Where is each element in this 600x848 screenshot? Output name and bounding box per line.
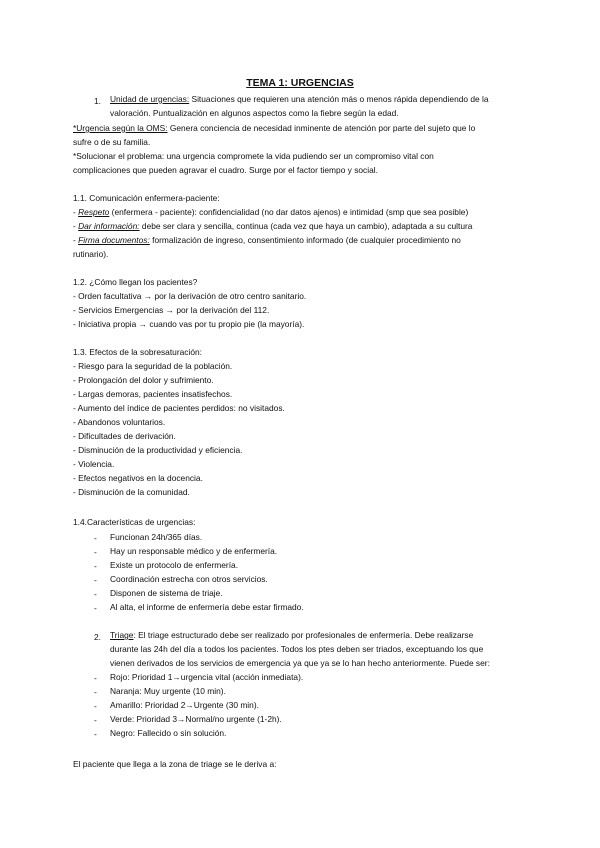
closing-line: El paciente que llega a la zona de triage se le deriva a: <box>73 759 277 769</box>
firma-line <box>73 233 461 247</box>
respeto-line <box>73 205 468 219</box>
list-item: Existe un protocolo de enfermería. <box>110 560 239 570</box>
list-item: Al alta, el informe de enfermería debe estar firmado. <box>110 602 304 612</box>
bullet-dash: - <box>94 589 97 599</box>
respeto-text: (enfermera - paciente): confidencialidad (no dar datos ajenos) e intimidad (smp que sea posible) <box>109 207 469 217</box>
dar-info-text: debe ser clara y sencilla, continua (cada vez que haya un cambio), adaptada a su cultura <box>139 221 473 231</box>
bullet-dash: - <box>94 701 97 711</box>
triage-item-amarillo: Amarillo: Prioridad 2→Urgente (30 min). <box>110 700 259 710</box>
list-item: - Riesgo para la seguridad de la población. <box>73 361 233 371</box>
bullet-dash: - <box>94 561 97 571</box>
triage-label: Triage <box>110 630 134 640</box>
dar-info-label: Dar información: <box>78 221 140 231</box>
list-item: - Orden facultativa → por la derivación de otro centro sanitario. <box>73 291 307 301</box>
list-item: Disponen de sistema de triaje. <box>110 588 223 598</box>
section-1-3-heading: 1.3. Efectos de la sobresaturación: <box>73 347 202 357</box>
list-item: - Abandonos voluntarios. <box>73 417 166 427</box>
bullet-dash: - <box>94 547 97 557</box>
section-1-text-1: Situaciones que requieren una atención más o menos rápida dependiendo de la <box>189 94 489 104</box>
page-title: TEMA 1: URGENCIAS <box>246 77 354 89</box>
section-1-2-heading: 1.2. ¿Cómo llegan los pacientes? <box>73 277 198 287</box>
list-item: - Aumento del índice de pacientes perdidos: no visitados. <box>73 403 285 413</box>
bullet-dash: - <box>94 715 97 725</box>
section-2-line-1 <box>110 628 473 642</box>
section-1-line-1 <box>110 92 489 106</box>
list-item: - Dificultades de derivación. <box>73 431 176 441</box>
dar-info-line <box>73 219 472 233</box>
section-1-label: Unidad de urgencias: <box>110 94 190 104</box>
firma-line-2: rutinario). <box>73 249 109 259</box>
bullet-dash: - <box>94 575 97 585</box>
triage-item-rojo: Rojo: Prioridad 1→urgencia vital (acción inmediata). <box>110 672 304 682</box>
bullet-dash: - <box>94 729 97 739</box>
section-2-line-3: vienen derivados de los servicios de emergencia ya que ya se lo han hecho anteriormente. Puede ser: <box>110 658 490 668</box>
firma-text: formalización de ingreso, consentimiento informado (de cualquier procedimiento no <box>149 235 461 245</box>
list-item: - Largas demoras, pacientes insatisfechos. <box>73 389 233 399</box>
section-1-4-heading: 1.4.Características de urgencias: <box>73 517 196 527</box>
oms-line-1 <box>73 121 475 135</box>
list-item: - Disminución de la productividad y eficiencia. <box>73 445 243 455</box>
oms-text-1: Genera conciencia de necesidad inminente de atención por parte del sujeto que lo <box>167 123 476 133</box>
list-item: - Violencia. <box>73 459 115 469</box>
bullet-dash: - <box>94 673 97 683</box>
list-item: - Iniciativa propia → cuando vas por tu propio pie (la mayoría). <box>73 319 305 329</box>
list-item: - Servicios Emergencias → por la derivación del 112. <box>73 305 270 315</box>
firma-prefix: - <box>73 235 79 245</box>
solucionar-line-1: *Solucionar el problema: una urgencia compromete la vida pudiendo ser un compromiso vital con <box>73 151 434 161</box>
section-1-line-2: valoración. Puntualización en algunos aspectos como la fiebre según la edad. <box>110 108 399 118</box>
respeto-prefix: - <box>73 207 79 217</box>
oms-line-2: sufre o de su familia. <box>73 137 151 147</box>
triage-item-verde: Verde: Prioridad 3→Normal/no urgente (1-2h). <box>110 714 282 724</box>
respeto-label: Respeto <box>78 207 110 217</box>
list-item: - Disminución de la comunidad. <box>73 487 190 497</box>
list-item: Hay un responsable médico y de enfermería. <box>110 546 278 556</box>
list-item: Funcionan 24h/365 días. <box>110 532 203 542</box>
bullet-dash: - <box>94 603 97 613</box>
oms-label: *Urgencia según la OMS: <box>73 123 168 133</box>
firma-label: Firma documentos: <box>78 235 150 245</box>
list-item: - Prolongación del dolor y sufrimiento. <box>73 375 214 385</box>
section-1-number: 1. <box>94 96 101 106</box>
bullet-dash: - <box>94 687 97 697</box>
section-1-1-heading: 1.1. Comunicación enfermera-paciente: <box>73 193 220 203</box>
section-2-line-2: durante las 24h del día a todos los pacientes. Todos los ptes deben ser triados, exceptuando los que <box>110 644 484 654</box>
triage-item-naranja: Naranja: Muy urgente (10 min). <box>110 686 226 696</box>
section-2-text-1: : El triage estructurado debe ser realizado por profesionales de enfermería. Debe realizarse <box>133 630 474 640</box>
dar-info-prefix: - <box>73 221 79 231</box>
list-item: - Efectos negativos en la docencia. <box>73 473 203 483</box>
list-item: Coordinación estrecha con otros servicios. <box>110 574 268 584</box>
triage-item-negro: Negro: Fallecido o sin solución. <box>110 728 227 738</box>
section-2-number: 2. <box>94 632 101 642</box>
solucionar-line-2: complicaciones que pueden agravar el cuadro. Surge por el factor tiempo y social. <box>73 165 378 175</box>
bullet-dash: - <box>94 533 97 543</box>
